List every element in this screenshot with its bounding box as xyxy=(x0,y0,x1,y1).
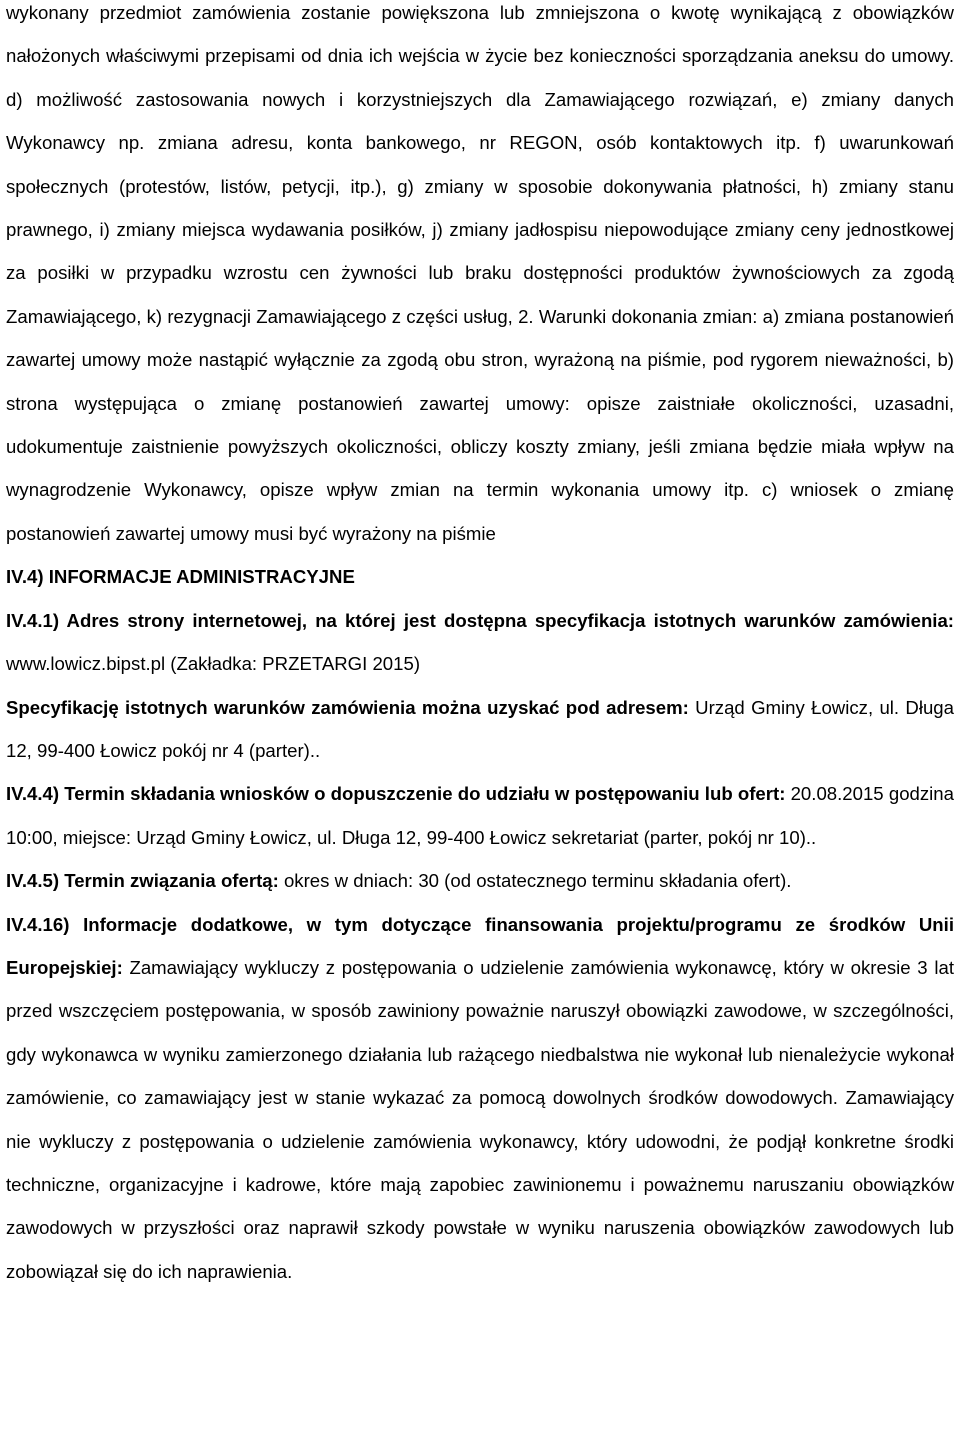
body-paragraph-contract-changes: wykonany przedmiot zamówienia zostanie powiększona lub zmniejszona o kwotę wynikającą z obowiązków nałożonych właściwymi przepisami od dnia ich wejścia w życie bez konieczności sporządzania aneksu do umowy. d) możliwość zastosowania nowych i korzystniejszych dla Zamawiającego rozwiązań, e) zmiany danych Wykonawcy np. zmiana adresu, konta bankowego, nr REGON, osób kontaktowych itp. f) uwarunkowań społecznych (protestów, listów, petycji, itp.), g) zmiany w sposobie dokonywania płatności, h) zmiany stanu prawnego, i) zmiany miejsca wydawania posiłków, j) zmiany jadłospisu niepowodujące zmiany ceny jednostkowej za posiłki w przypadku wzrostu cen żywności lub braku dostępności produktów żywnościowych za zgodą Zamawiającego, k) rezygnacji Zamawiającego z części usług, 2. Warunki dokonania zmian: a) zmiana postanowień zawartej umowy może nastąpić wyłącznie za zgodą obu stron, wyrażoną na piśmie, pod rygorem nieważności, b) strona występująca o zmianę postanowień zawartej umowy: opisze zaistniałe okoliczności, uzasadni, udokumentuje zaistnienie powyższych okoliczności, obliczy koszty zmiany, jeśli zmiana będzie miała wpływ na wynagrodzenie Wykonawcy, opisze wpływ zmian na termin wykonania umowy itp. c) wniosek o zmianę postanowień zawartej umowy musi być wyrażony na piśmie xyxy=(6,2,954,544)
section-iv44-text: 20.08.2015 godzina 10:00, miejsce: Urząd Gminy Łowicz, ul. Długa 12, 99-400 Łowicz sekretariat (parter, pokój nr 10).. xyxy=(6,783,954,848)
section-iv4-heading xyxy=(6,555,954,598)
section-iv44-label: IV.4.4) Termin składania wniosków o dopuszczenie do udziału w postępowaniu lub ofert: xyxy=(6,783,786,805)
section-iv44 xyxy=(6,772,954,859)
section-iv45-text: okres w dniach: 30 (od ostatecznego terminu składania ofert). xyxy=(278,870,792,892)
section-iv416 xyxy=(6,903,954,1294)
section-iv41-text: www.lowicz.bipst.pl (Zakładka: PRZETARGI 2015) xyxy=(6,653,421,675)
section-iv41-label: IV.4.1) Adres strony internetowej, na której jest dostępna specyfikacja istotnych warunków zamówienia: xyxy=(6,609,954,631)
section-siwz xyxy=(6,686,954,773)
section-iv416-label: IV.4.16) Informacje dodatkowe, w tym dotyczące finansowania projektu/programu ze środków Unii Europejskiej: xyxy=(6,913,954,978)
section-iv45 xyxy=(6,859,954,902)
section-siwz-text: Urząd Gminy Łowicz, ul. Długa 12, 99-400 Łowicz pokój nr 4 (parter).. xyxy=(6,696,954,761)
section-iv416-text: Zamawiający wykluczy z postępowania o udzielenie zamówienia wykonawcę, który w okresie 3 lat przed wszczęciem postępowania, w sposób zawiniony poważnie naruszył obowiązki zawodowe, w szczególności, gdy wykonawca w wyniku zamierzonego działania lub rażącego niedbalstwa nie wykonał lub nienależycie wykonał zamówienie, co zamawiający jest w stanie wykazać za pomocą dowolnych środków dowodowych. Zamawiający nie wykluczy z postępowania o udzielenie zamówienia wykonawcy, który udowodni, że podjął konkretne środki techniczne, organizacyjne i kadrowe, które mają zapobiec zawinionemu i poważnemu naruszaniu obowiązków zawodowych w przyszłości oraz naprawił szkody powstałe w wyniku naruszenia obowiązków zawodowych lub zobowiązał się do ich naprawienia. xyxy=(6,956,954,1282)
section-iv4-label: IV.4) INFORMACJE ADMINISTRACYJNE xyxy=(6,566,355,588)
section-iv41 xyxy=(6,599,954,686)
section-siwz-label: Specyfikację istotnych warunków zamówienia można uzyskać pod adresem: xyxy=(6,696,689,718)
section-iv45-label: IV.4.5) Termin związania ofertą: xyxy=(6,870,279,892)
